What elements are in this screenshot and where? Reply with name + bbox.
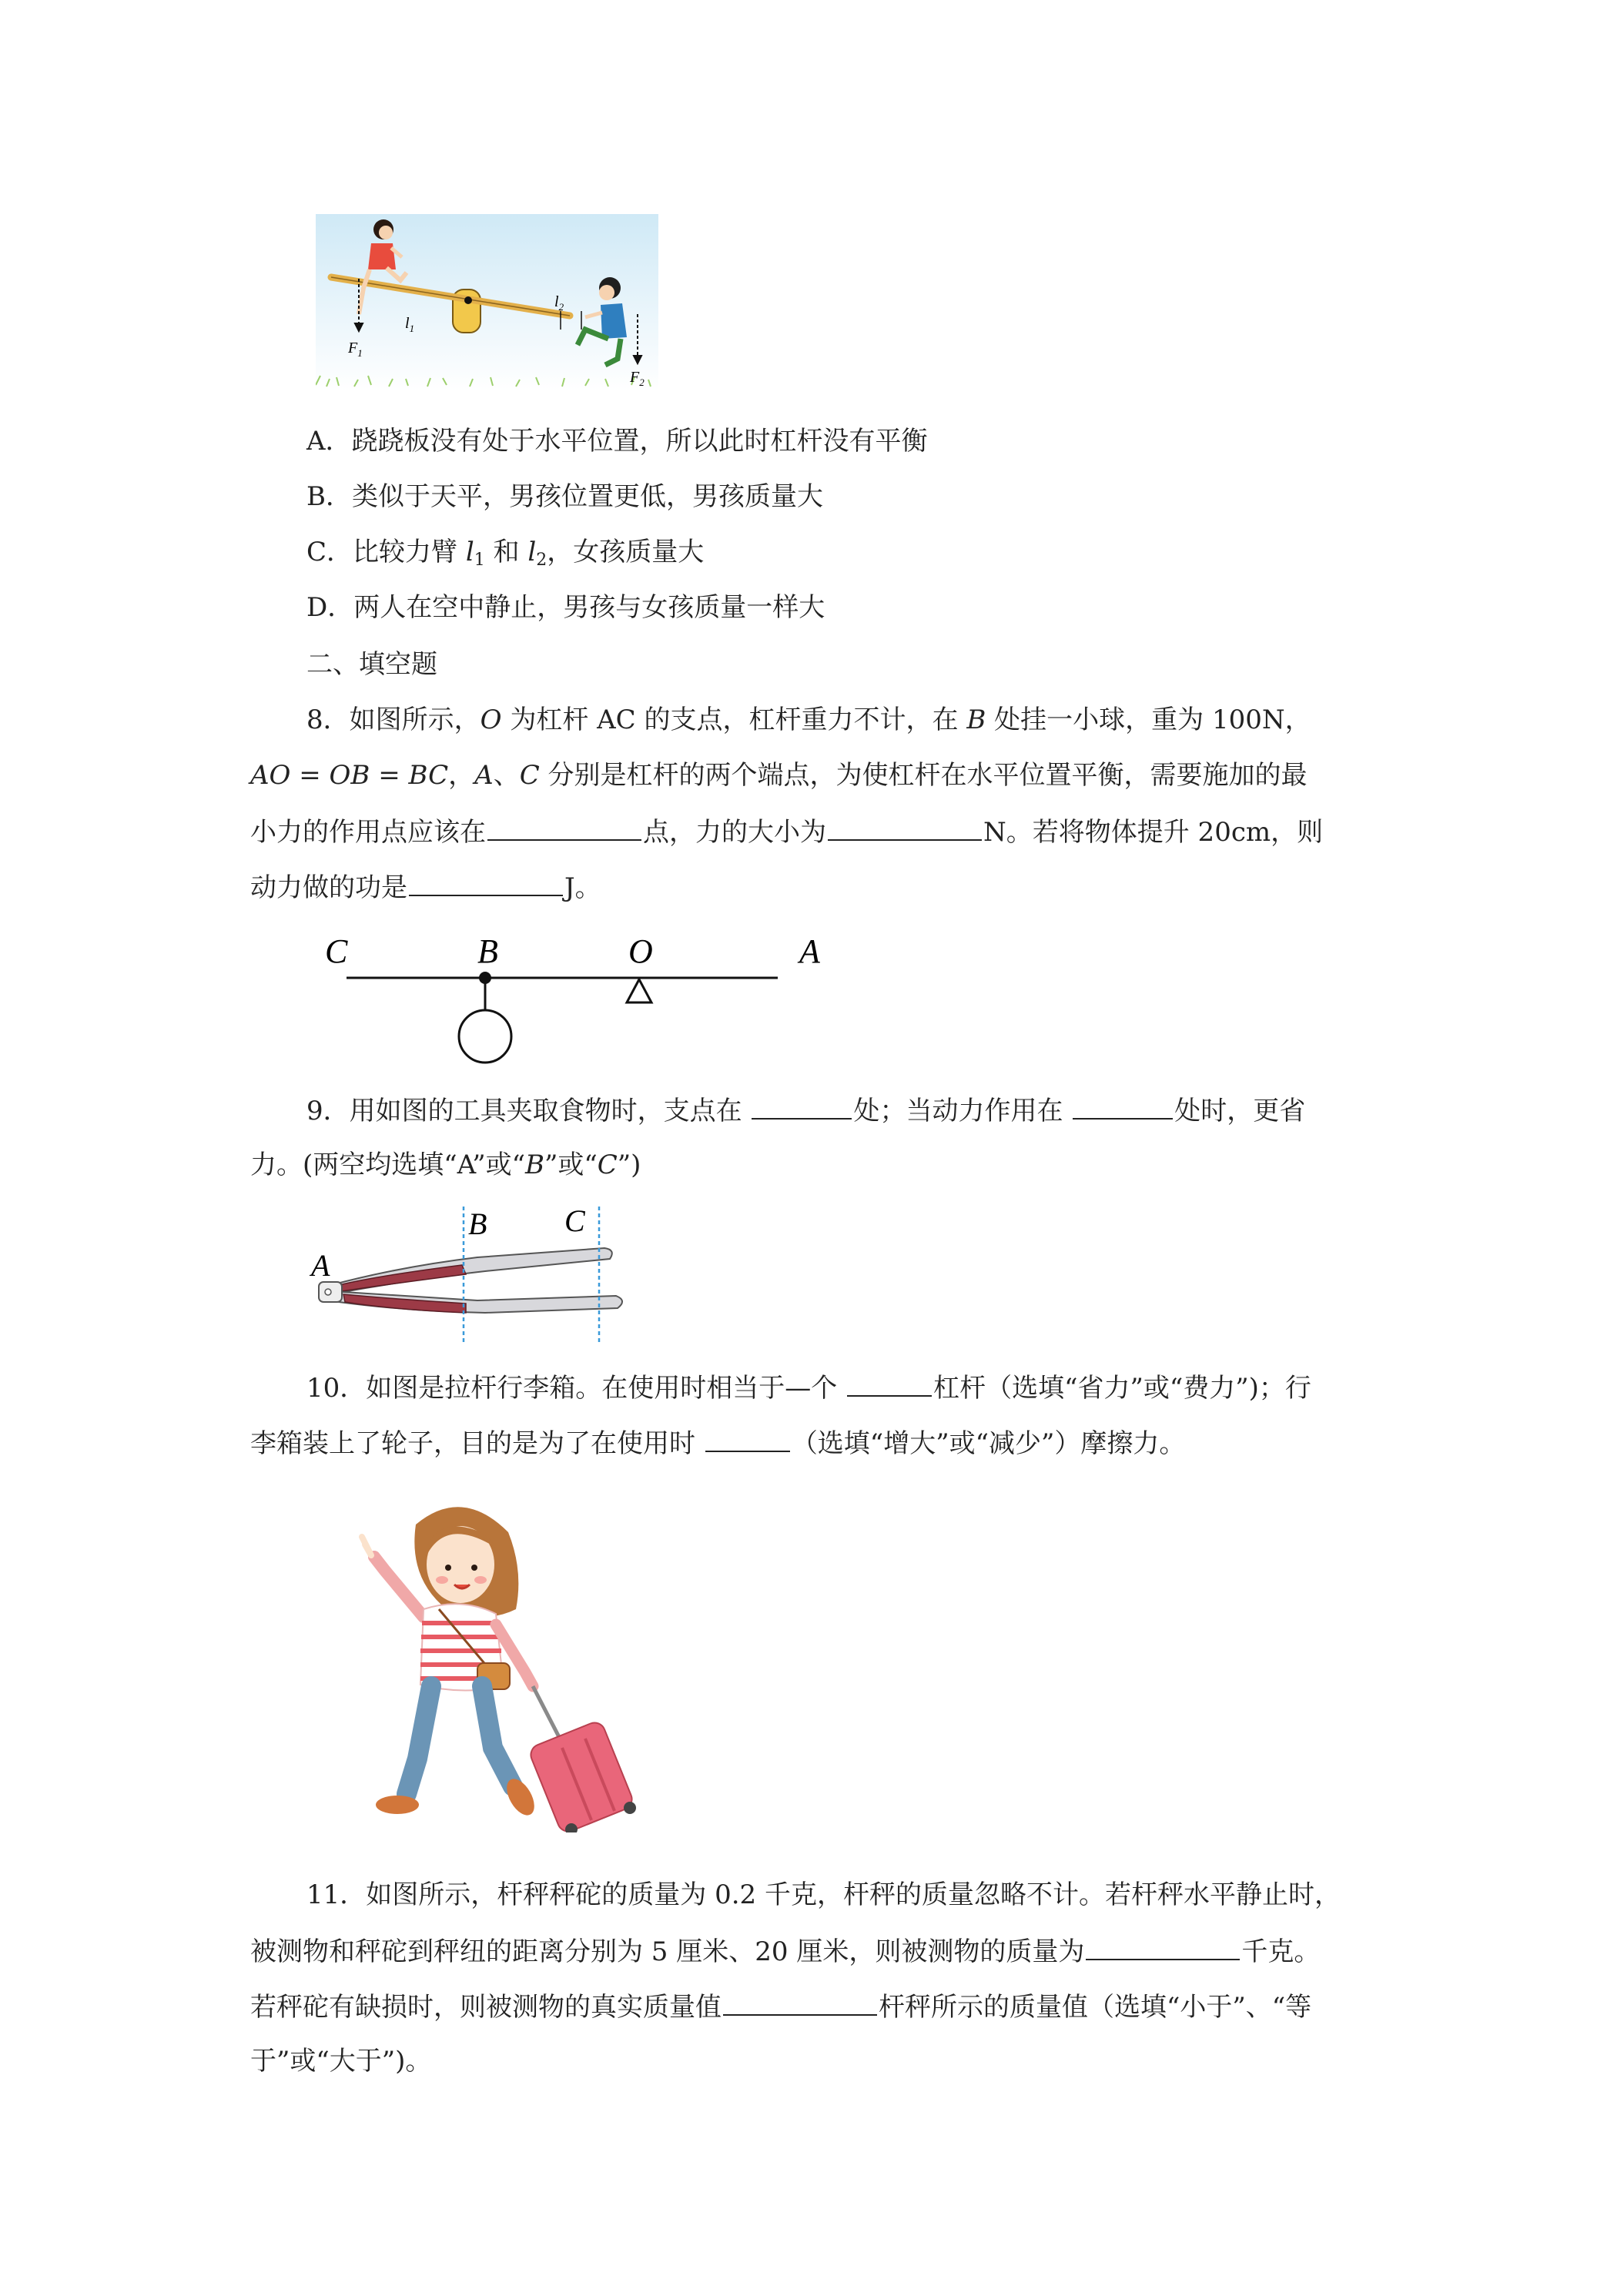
label-l2: $l_2$ [554, 293, 564, 313]
tongs-label-a: A [311, 1248, 330, 1283]
tongs-upper-arm [331, 1248, 612, 1293]
q10-blank-lever-type[interactable] [847, 1369, 932, 1397]
q10-blank-friction[interactable] [705, 1424, 790, 1452]
q7-option-d: D．两人在空中静止，男孩与女孩质量一样大 [306, 592, 825, 623]
q10-line-1: 10．如图是拉杆行李箱。在使用时相当于—个 杠杆（选填“省力”或“费力”)；行 [306, 1369, 1311, 1406]
section-heading-fill-in: 二、填空题 [306, 649, 437, 680]
q11-line-4: 于”或“大于”)。 [250, 2046, 432, 2077]
q9-blank-effort[interactable] [1073, 1092, 1173, 1120]
q7-option-c: C．比较力臂 $l_1$ 和 $l_2$，女孩质量大 [306, 537, 705, 570]
q8-line-4: 动力做的功是 J。 [250, 869, 601, 905]
tongs-label-b: B [468, 1207, 487, 1241]
q10-line-2: 李箱装上了轮子，目的是为了在使用时 （选填“增大”或“减少”）摩擦力。 [250, 1424, 1185, 1461]
fulcrum-triangle [627, 979, 651, 1002]
label-l1: $l_1$ [405, 315, 415, 334]
q8-blank-point[interactable] [487, 813, 641, 841]
rolling-suitcase [527, 1686, 636, 1832]
q11-blank-mass[interactable] [1086, 1933, 1240, 1960]
pivot-point [464, 296, 472, 304]
label-f1: $F_1$ [348, 340, 363, 359]
q9-blank-fulcrum[interactable] [752, 1092, 852, 1120]
q8-blank-force[interactable] [828, 813, 982, 841]
q9-line-2: 力。(两空均选填“A”或“B”或“C”) [250, 1150, 641, 1180]
q7-option-a: A．跷跷板没有处于水平位置，所以此时杠杆没有平衡 [306, 426, 928, 457]
q11-line-3: 若秤砣有缺损时，则被测物的真实质量值 杆秤所示的质量值（选填“小于”、“等 [250, 1988, 1311, 2025]
q8-blank-work[interactable] [409, 869, 563, 896]
q7-option-b: B．类似于天平，男孩位置更低，男孩质量大 [306, 481, 823, 512]
girl-legs [376, 1686, 540, 1820]
tongs-figure [308, 1205, 631, 1347]
tongs-label-c: C [564, 1205, 585, 1238]
q11-blank-compare[interactable] [723, 1988, 877, 2016]
lever-figure [316, 924, 839, 1074]
lever-label-a: A [799, 932, 820, 970]
lever-label-o: O [628, 932, 653, 970]
q8-line-2: AO = OB = BC，A、C 分别是杠杆的两个端点，为使杠杆在水平位置平衡，需要施加的最 [250, 760, 1308, 791]
hanging-ball [459, 1010, 511, 1063]
q8-line-3: 小力的作用点应该在 点，力的大小为 N。若将物体提升 20cm，则 [250, 813, 1323, 850]
tongs-lower-arm [331, 1291, 622, 1313]
q9-line-1: 9．用如图的工具夹取食物时，支点在 处；当动力作用在 处时，更省 [306, 1092, 1305, 1129]
q11-line-1: 11．如图所示，杆秤秤砣的质量为 0.2 千克，杆秤的质量忽略不计。若杆秤水平静止时， [306, 1879, 1341, 1910]
lever-label-b: B [477, 932, 498, 970]
lever-label-c: C [325, 932, 348, 970]
girl-raised-arm [362, 1537, 424, 1617]
q8-line-1: 8．如图所示，O 为杠杆 AC 的支点，杠杆重力不计，在 B 处挂一小球，重为 100N， [306, 705, 1311, 735]
suitcase-girl-figure [331, 1494, 655, 1832]
q11-line-2: 被测物和秤砣到秤纽的距离分别为 5 厘米、20 厘米，则被测物的质量为 千克。 [250, 1933, 1320, 1970]
label-f2: $F_2$ [630, 369, 645, 388]
seesaw-figure [316, 214, 658, 391]
